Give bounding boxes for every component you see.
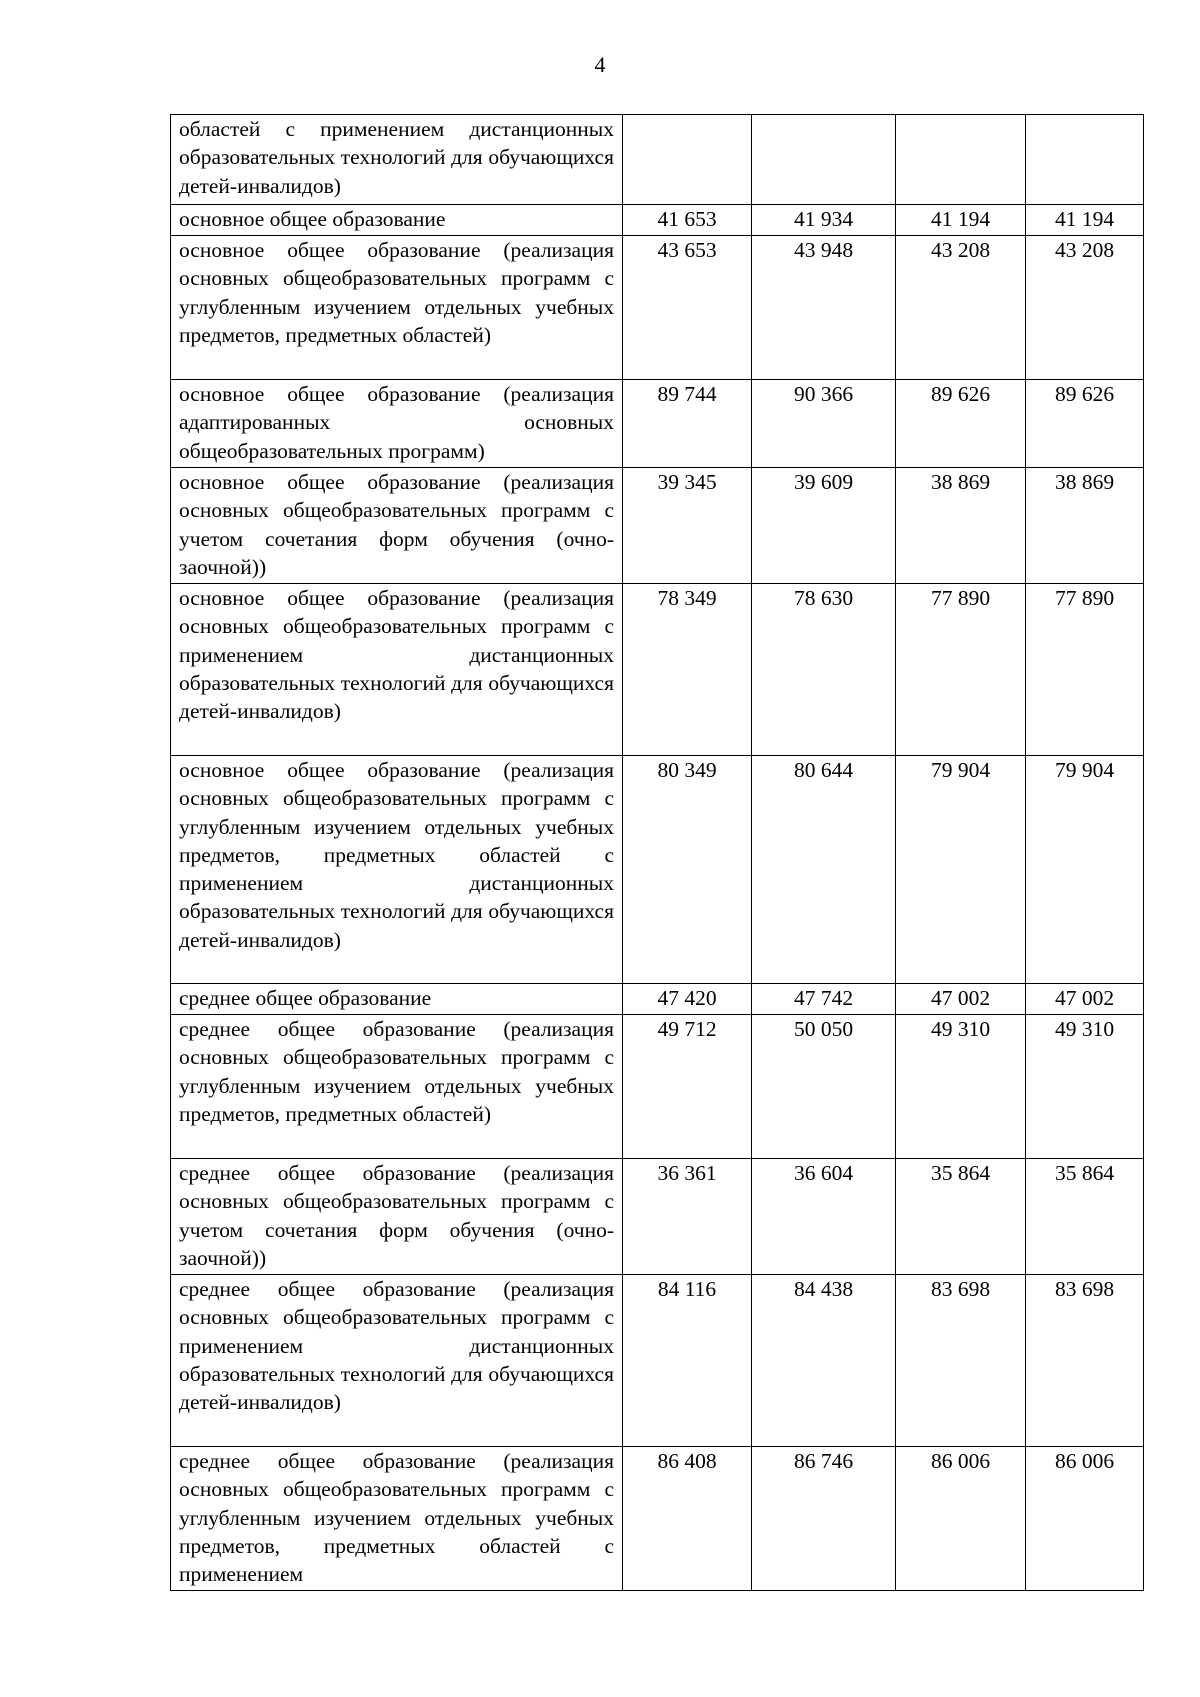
row-description: среднее общее образование (реализация основных общеобразовательных программ с углубленным изучением отдельных учебных предметов, предметных областей): [171, 1015, 623, 1159]
value-cell: 36 361: [623, 1159, 752, 1275]
cost-table: [170, 114, 1144, 1591]
row-description: основное общее образование (реализация основных общеобразовательных программ с углубленным изучением отдельных учебных предметов, предметных областей): [171, 236, 623, 380]
value-cell: 35 864: [896, 1159, 1026, 1275]
table-row: [171, 756, 1144, 984]
value-cell: 84 438: [752, 1275, 896, 1447]
value-cell: 77 890: [896, 584, 1026, 756]
value-cell: 41 653: [623, 205, 752, 236]
table-row: [171, 236, 1144, 380]
value-cell: 90 366: [752, 380, 896, 468]
row-description: среднее общее образование (реализация основных общеобразовательных программ с применением дистанционных образовательных технологий для обучающихся детей-инвалидов): [171, 1275, 623, 1447]
value-cell: 43 653: [623, 236, 752, 380]
value-cell: 47 002: [1026, 984, 1144, 1015]
value-cell: 39 345: [623, 468, 752, 584]
value-cell: 41 194: [1026, 205, 1144, 236]
value-cell: 47 420: [623, 984, 752, 1015]
table-row: [171, 984, 1144, 1015]
value-cell: 84 116: [623, 1275, 752, 1447]
value-cell: 86 746: [752, 1447, 896, 1591]
value-cell: 49 310: [896, 1015, 1026, 1159]
table-row: [171, 584, 1144, 756]
value-cell: 79 904: [1026, 756, 1144, 984]
value-cell: 86 006: [896, 1447, 1026, 1591]
table-row: [171, 1275, 1144, 1447]
value-cell: 39 609: [752, 468, 896, 584]
row-description: среднее общее образование: [171, 984, 623, 1015]
value-cell: [752, 115, 896, 205]
table-row: [171, 205, 1144, 236]
row-description: основное общее образование (реализация основных общеобразовательных программ с учетом сочетания форм обучения (очно-заочной)): [171, 468, 623, 584]
table-row: [171, 1015, 1144, 1159]
value-cell: 78 630: [752, 584, 896, 756]
value-cell: 86 006: [1026, 1447, 1144, 1591]
value-cell: 49 712: [623, 1015, 752, 1159]
table-row: [171, 115, 1144, 205]
page-number: 4: [594, 52, 606, 77]
value-cell: 89 626: [896, 380, 1026, 468]
value-cell: 77 890: [1026, 584, 1144, 756]
table-row: [171, 1159, 1144, 1275]
row-description: областей с применением дистанционных образовательных технологий для обучающихся детей-инвалидов): [171, 115, 623, 205]
value-cell: [1026, 115, 1144, 205]
value-cell: 47 742: [752, 984, 896, 1015]
value-cell: 43 948: [752, 236, 896, 380]
value-cell: 89 626: [1026, 380, 1144, 468]
table-row: [171, 380, 1144, 468]
row-description: основное общее образование (реализация основных общеобразовательных программ с применением дистанционных образовательных технологий для обучающихся детей-инвалидов): [171, 584, 623, 756]
table-row: [171, 1447, 1144, 1591]
value-cell: 38 869: [896, 468, 1026, 584]
value-cell: 83 698: [896, 1275, 1026, 1447]
value-cell: 83 698: [1026, 1275, 1144, 1447]
value-cell: 49 310: [1026, 1015, 1144, 1159]
value-cell: 43 208: [1026, 236, 1144, 380]
value-cell: 41 194: [896, 205, 1026, 236]
value-cell: 47 002: [896, 984, 1026, 1015]
value-cell: 36 604: [752, 1159, 896, 1275]
value-cell: 80 644: [752, 756, 896, 984]
row-description: основное общее образование: [171, 205, 623, 236]
value-cell: 35 864: [1026, 1159, 1144, 1275]
row-description: основное общее образование (реализация основных общеобразовательных программ с углубленным изучением отдельных учебных предметов, предметных областей с применением дистанционных образовательных технологий для обучающихся детей-инвалидов): [171, 756, 623, 984]
row-description: среднее общее образование (реализация основных общеобразовательных программ с учетом сочетания форм обучения (очно-заочной)): [171, 1159, 623, 1275]
table-row: [171, 468, 1144, 584]
value-cell: [896, 115, 1026, 205]
row-description: среднее общее образование (реализация основных общеобразовательных программ с углубленным изучением отдельных учебных предметов, предметных областей с применением: [171, 1447, 623, 1591]
value-cell: 86 408: [623, 1447, 752, 1591]
value-cell: 79 904: [896, 756, 1026, 984]
value-cell: 80 349: [623, 756, 752, 984]
value-cell: 43 208: [896, 236, 1026, 380]
value-cell: 38 869: [1026, 468, 1144, 584]
value-cell: 41 934: [752, 205, 896, 236]
value-cell: 89 744: [623, 380, 752, 468]
value-cell: 78 349: [623, 584, 752, 756]
row-description: основное общее образование (реализация адаптированных основных общеобразовательных программ): [171, 380, 623, 468]
value-cell: 50 050: [752, 1015, 896, 1159]
value-cell: [623, 115, 752, 205]
